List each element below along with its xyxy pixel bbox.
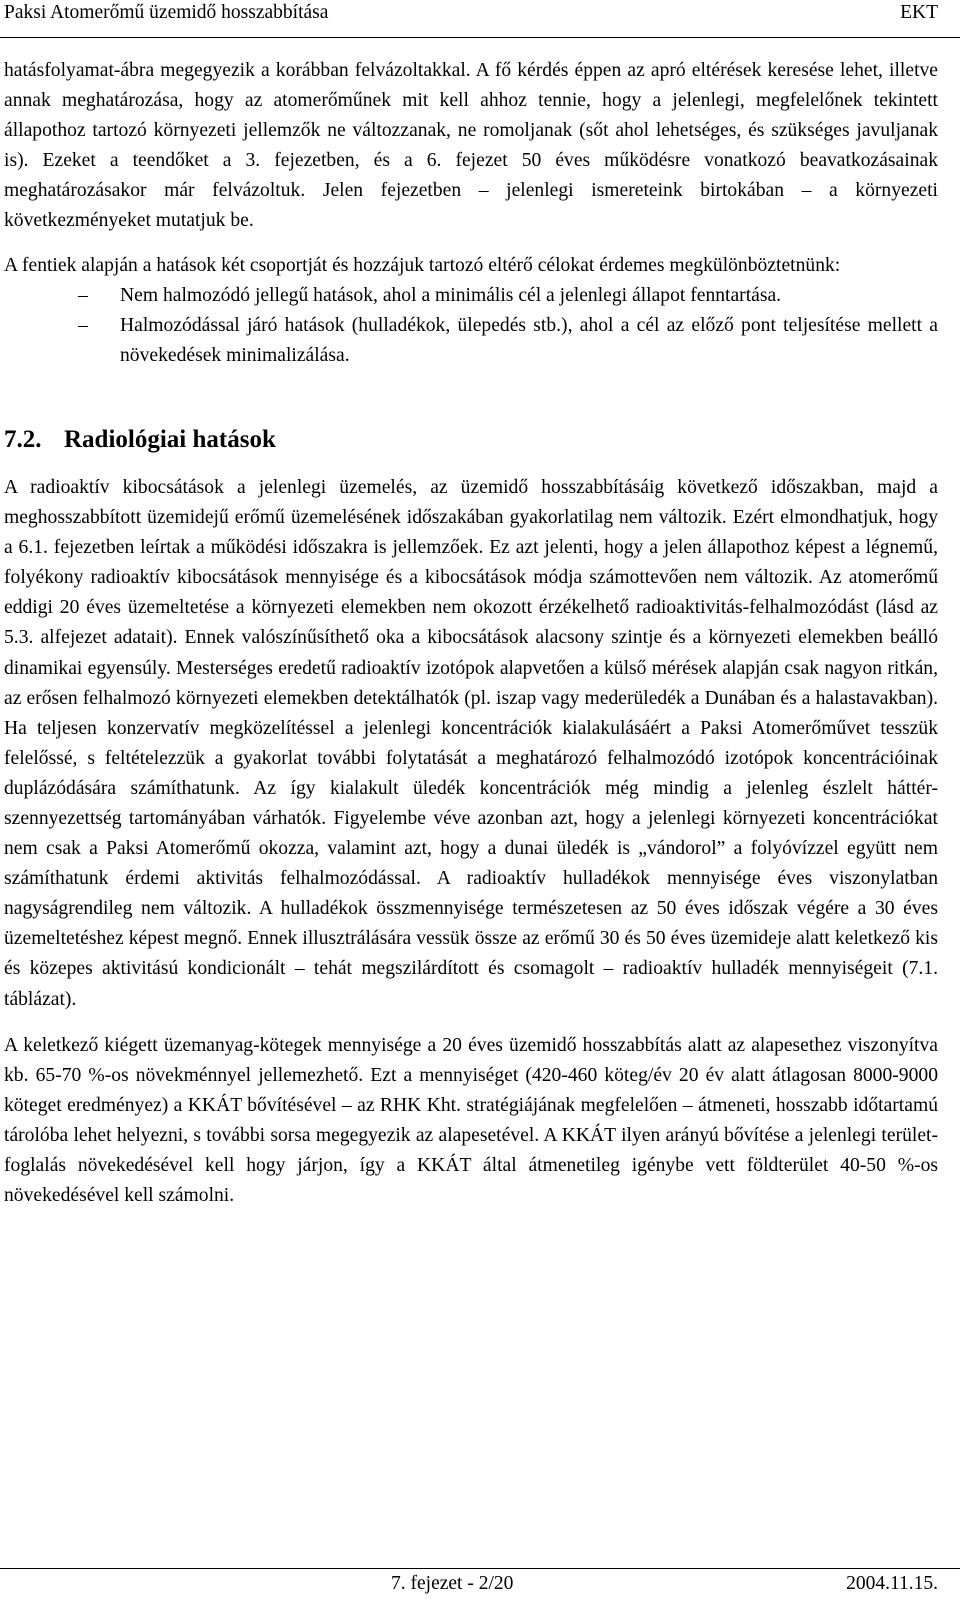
document-title: Paksi Atomerőmű üzemidő hosszabbítása <box>4 2 329 23</box>
list-item-text: Halmozódással járó hatások (hulladékok, ülepedés stb.), ahol a cél az előző pont teljesítése mellett a növekedések minimalizálása. <box>120 314 938 366</box>
page-number: 7. fejezet - 2/20 <box>391 1573 514 1594</box>
impact-list <box>4 281 938 371</box>
paragraph-intro: hatásfolyamat-ábra megegyezik a korábban felvázoltakkal. A fő kérdés éppen az apró eltérések keresése lehet, illetve annak meghatározása, hogy az atomerőműnek mit kell ahhoz tennie, hogy a jelenlegi, megfelelőnek tekintett állapothoz tartozó környezeti jellemzők ne változzanak, ne romoljanak (sőt ahol lehetséges, és szükséges javuljanak is). Ezeket a teendőket a 3. fejezetben, és a 6. fejezet 50 éves működésre vonatkozó beavatkozásainak meghatározásakor már felvázoltuk. Jelen fejezetben – jelenlegi ismereteink birtokában – a környezeti következményeket mutatjuk be. <box>4 60 938 232</box>
page-footer <box>0 1568 960 1606</box>
dash-bullet: – <box>78 314 88 336</box>
list-item <box>4 281 938 311</box>
organization-label: EKT <box>900 2 938 23</box>
paragraph-impact-groups: A fentiek alapján a hatások két csoportját és hozzájuk tartozó eltérő célokat érdemes megkülönböztetnünk: <box>4 254 841 276</box>
section-number: 7.2. <box>4 425 42 453</box>
dash-bullet: – <box>78 284 88 306</box>
list-item-text: Nem halmozódó jellegű hatások, ahol a minimális cél a jelenlegi állapot fenntartása. <box>120 284 782 306</box>
page-header <box>0 0 960 38</box>
section-title: Radiológiai hatások <box>64 425 276 453</box>
list-item <box>4 311 938 371</box>
paragraph-spent-fuel: A keletkező kiégett üzemanyag-kötegek mennyisége a 20 éves üzemidő hosszabbítás alatt az alapesethez viszonyítva kb. 65-70 %-os növekménnyel jellemezhető. Ezt a mennyiséget (420-460 köteg/év 20 év alatt átlagosan 8000-9000 köteget eredményez) a KKÁT bővítésével – az RHK Kht. stratégiájának megfelelően – átmeneti, hosszabb időtartamú tárolóba lehet helyezni, s további sorsa megegyezik az alapesetével. A KKÁT ilyen arányú bővítése a jelenlegi terület-foglalás növekedésével kell hogy járjon, így a KKÁT által átmenetileg igénybe vett földterület 40-50 %-os növekedésével kell számolni. <box>4 1034 938 1207</box>
paragraph-radioactive-emissions: A radioaktív kibocsátások a jelenlegi üzemelés, az üzemidő hosszabbításáig következő időszakban, majd a meghosszabbított üzemidejű erőmű üzemelésének időszakában gyakorlatilag nem változik. Ezért elmondhatjuk, hogy a 6.1. fejezetben leírtak a működési időszakra is jellemzőek. Ez azt jelenti, hogy a jelen állapothoz képest a légnemű, folyékony radioaktív kibocsátások mennyisége és a kibocsátások módja számottevően nem változik. Az atomerőmű eddigi 20 éves üzemeltetése a környezeti elemekben nem okozott érzékelhető radioaktivitás-felhalmozódást (lásd az 5.3. alfejezet adatait). Ennek valószínűsíthető oka a kibocsátások alacsony szintje és a környezeti elemekben beálló dinamikai egyensúly. Mesterséges eredetű radioaktív izotópok alapvetően a külső mérések alapján csak nagyon ritkán, az erősen felhalmozó környezeti elemekben detektálhatók (pl. iszap vagy mederüledék a Dunában és a halastavakban). Ha teljesen konzervatív megközelítéssel a jelenlegi koncentrációk kialakulásáért a Paksi Atomerőművet tesszük felelőssé, s feltételezzük a gyakorlat további folytatását a meghatározó felhalmozódó izotópok koncentrációinak duplázódására számíthatunk. Az így kialakult üledék koncentrációk még mindig a jelenleg észlelt háttér-szennyezettség tartományában várhatók. Figyelembe véve azonban azt, hogy a jelenlegi környezeti koncentrációkat nem csak a Paksi Atomerőmű okozza, valamint azt, hogy a dunai üledék is „vándorol” a folyóvízzel együtt nem számíthatunk érdemi aktivitás felhalmozódással. A radioaktív hulladékok mennyisége éves viszonylatban nagyságrendileg nem változik. A hulladékok összmennyisége természetesen az 50 éves időszak végére a 30 éves üzemeltetéshez képest megnő. Ennek illusztrálására vessük össze az erőmű 30 és 50 éves üzemideje alatt keletkező kis és közepes aktivitású kondicionált – tehát megszilárdított és csomagolt – radioaktív hulladék mennyiségeit (7.1. táblázat). <box>4 476 938 1010</box>
document-date: 2004.11.15. <box>846 1573 938 1594</box>
section-heading <box>4 425 938 455</box>
document-body <box>4 56 938 1211</box>
